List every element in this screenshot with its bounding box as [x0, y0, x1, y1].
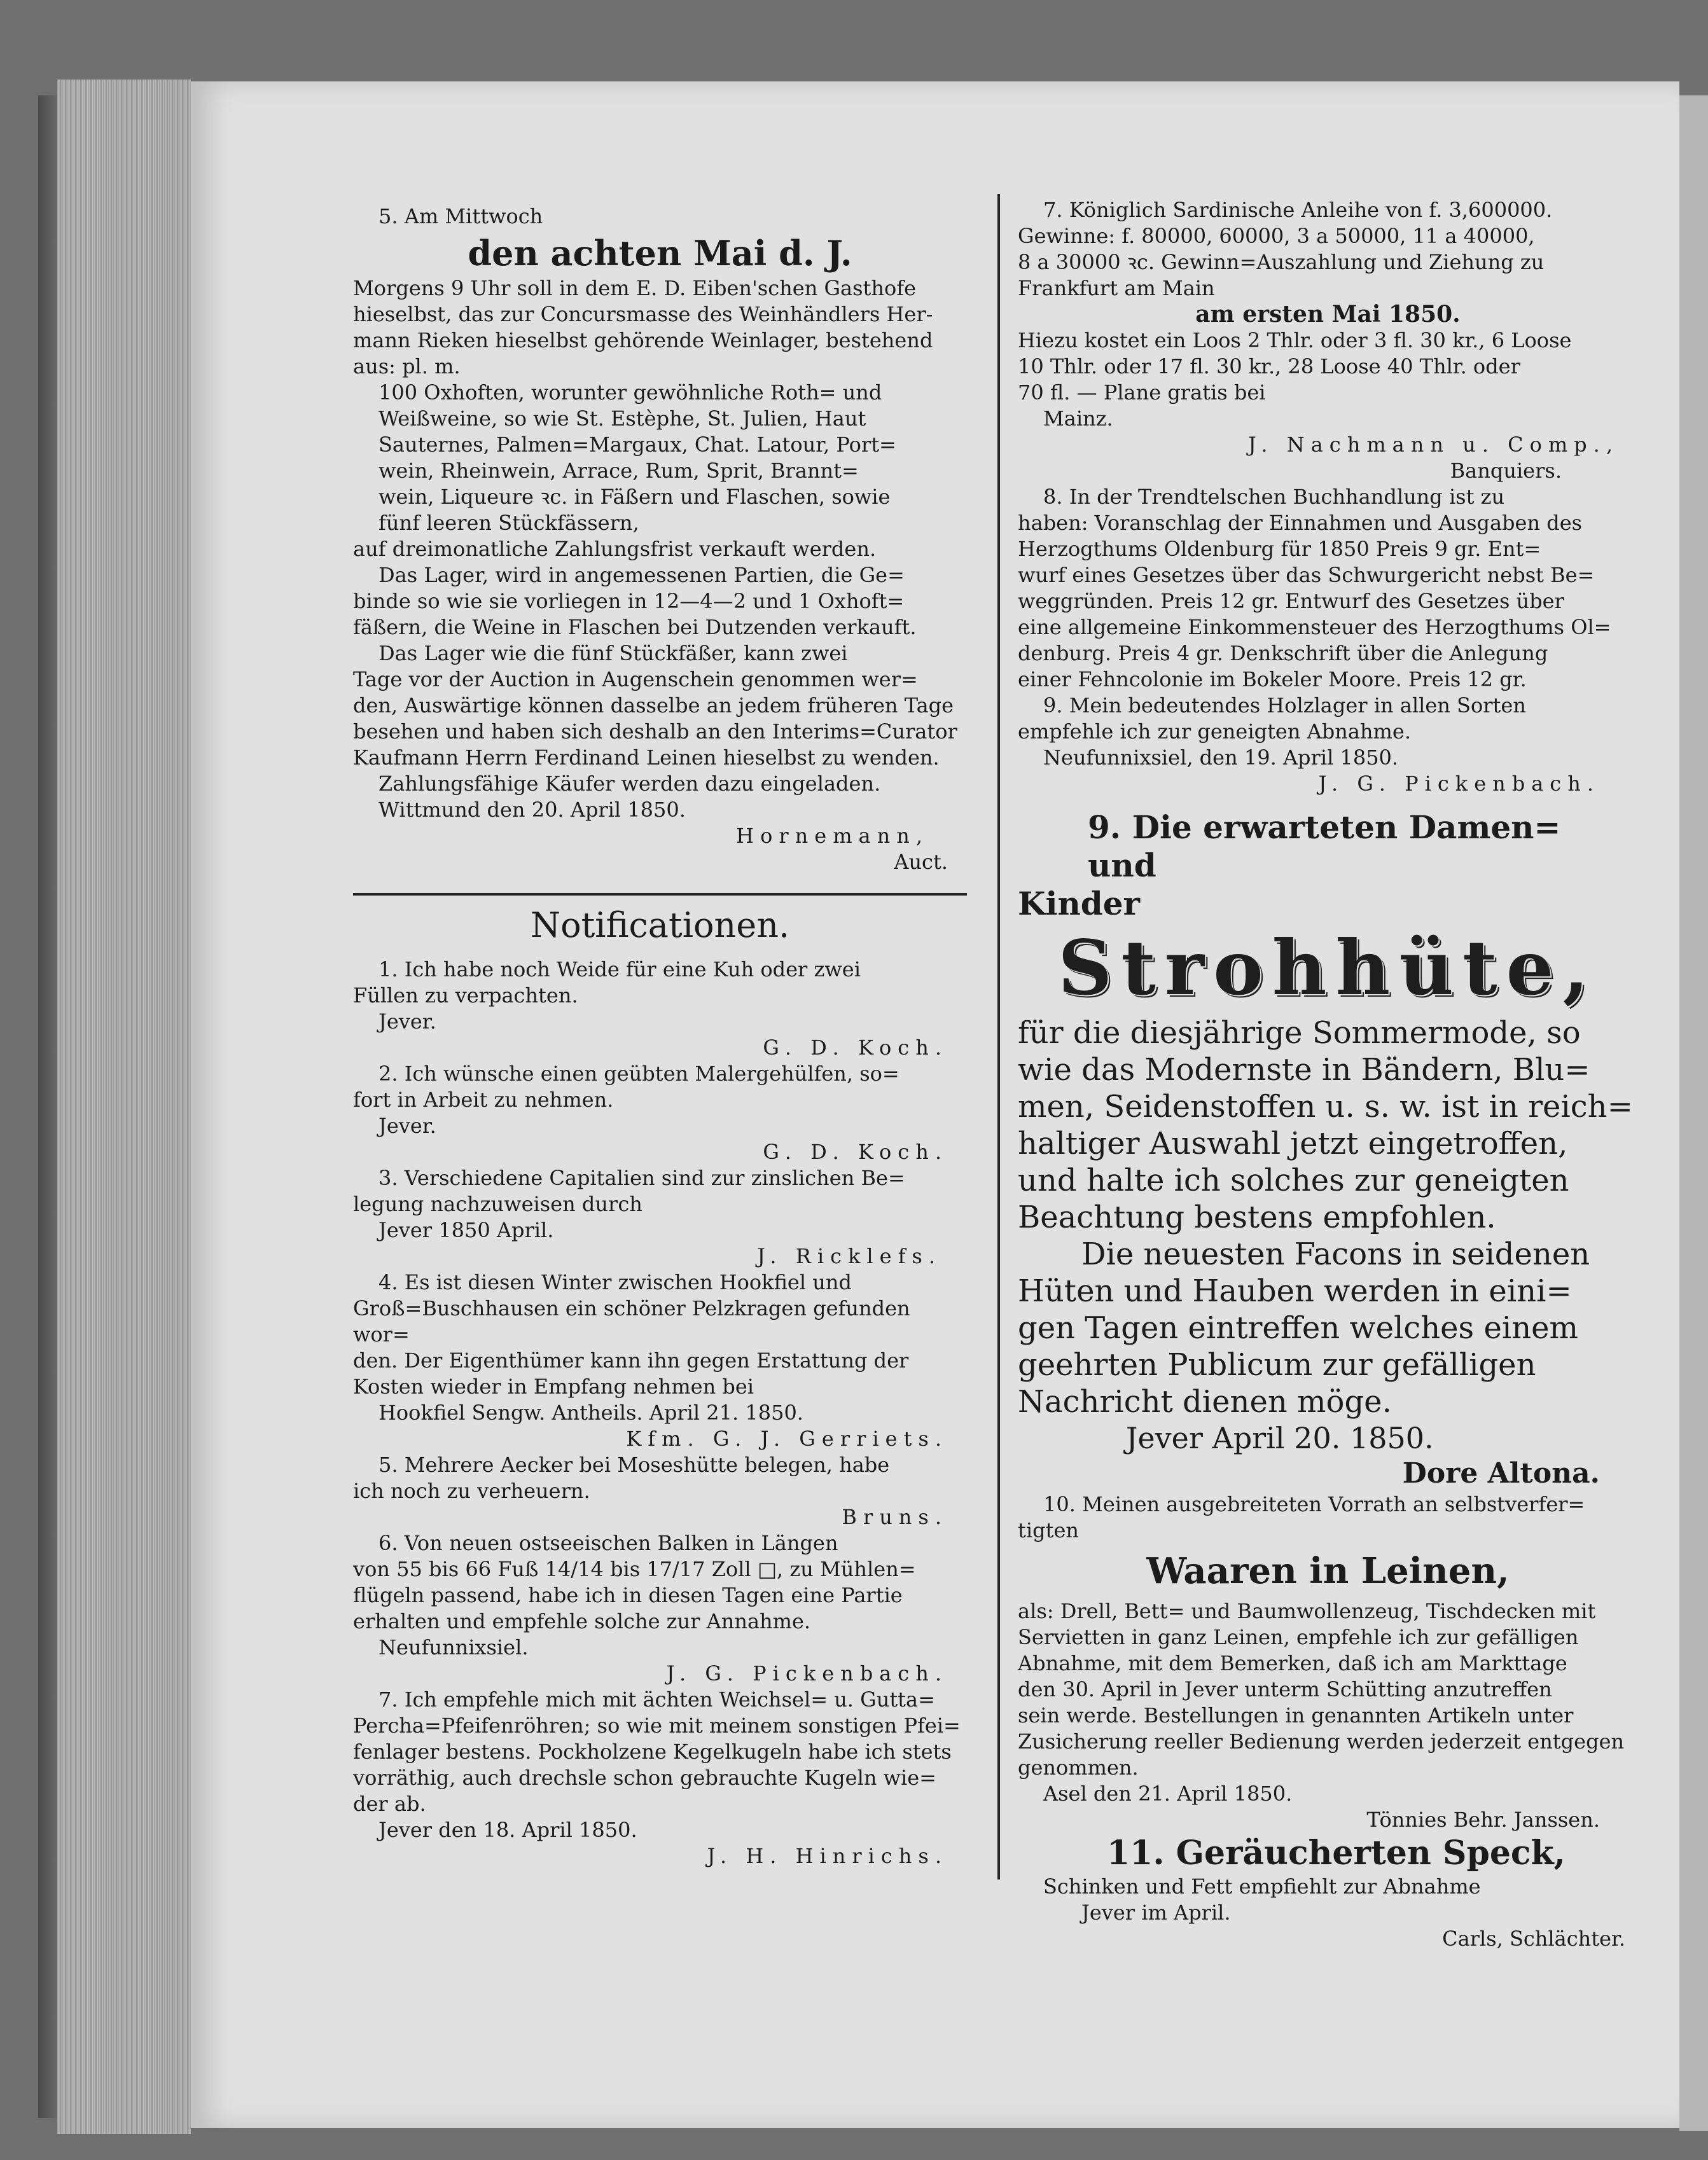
ad-place: Jever im April.	[1081, 1900, 1231, 1925]
text-line: 3. Verschiedene Capitalien sind zur zinslichen Be=	[378, 1166, 905, 1190]
notice-place: Hookfiel Sengw. Antheils. April 21. 1850.	[378, 1401, 803, 1425]
text-line: wurf eines Gesetzes über das Schwurgericht nebst Be=	[1018, 563, 1595, 587]
text-line: empfehle ich zur geneigten Abnahme.	[1018, 719, 1411, 744]
notifications-heading: Notificationen.	[530, 905, 790, 945]
text-line: wein, Rheinwein, Arrace, Rum, Sprit, Brannt=	[378, 459, 859, 483]
text-line: fort in Arbeit zu nehmen.	[353, 1088, 614, 1112]
notice-signature: Kfm. G. J. Gerriets.	[626, 1427, 948, 1451]
linen-heading: Waaren in Leinen,	[1146, 1550, 1510, 1592]
straw-hats-display-word: Strohhüte,	[1058, 924, 1598, 1012]
text-line: Abnahme, mit dem Bemerken, daß ich am Markttage	[1018, 1651, 1567, 1675]
ad-11-bacon	[1018, 1833, 1638, 1952]
text-line: Percha=Pfeifenröhren; so wie mit meinem sonstigen Pfei=	[353, 1713, 961, 1738]
text-line: der ab.	[353, 1792, 426, 1816]
ad5-signature-title: Auct.	[894, 850, 948, 874]
text-line: den. Der Eigenthümer kann ihn gegen Erstattung der	[353, 1348, 909, 1373]
text-line: Sauternes, Palmen=Margaux, Chat. Latour, Port=	[378, 433, 896, 457]
text-line: men, Seidenstoffen u. s. w. ist in reich=	[1018, 1089, 1633, 1125]
text-line: Hüten und Hauben werden in eini=	[1018, 1273, 1572, 1309]
section-rule	[353, 893, 967, 896]
notice-place: Jever den 18. April 1850.	[378, 1818, 637, 1842]
text-line: als: Drell, Bett= und Baumwollenzeug, Tischdecken mit	[1018, 1599, 1596, 1623]
straw-hats-title-2: Kinder	[1018, 885, 1140, 922]
notice-6	[353, 1530, 967, 1687]
text-line: auf dreimonatliche Zahlungsfrist verkauft werden.	[353, 537, 877, 561]
column-divider	[997, 194, 1000, 1880]
text-line: Herzogthums Oldenburg für 1850 Preis 9 gr. Ent=	[1018, 537, 1541, 561]
text-line: Kaufmann Herrn Ferdinand Leinen hieselbst zu wenden.	[353, 745, 940, 770]
notice-place: Jever.	[378, 1114, 436, 1138]
text-line: von 55 bis 66 Fuß 14/14 bis 17/17 Zoll □, zu Mühlen=	[353, 1557, 916, 1581]
straw-hats-body-1	[1018, 1014, 1638, 1236]
right-column	[1018, 108, 1638, 1952]
text-line: binde so wie sie vorliegen in 12—4—2 und 1 Oxhoft=	[353, 589, 905, 613]
lottery-date: am ersten Mai 1850.	[1195, 301, 1461, 328]
ad-signature: Tönnies Behr. Janssen.	[1366, 1808, 1600, 1832]
straw-hats-body-2	[1018, 1236, 1638, 1420]
text-line: flügeln passend, habe ich in diesen Tagen eine Partie	[353, 1583, 903, 1607]
notice-1	[353, 957, 967, 1061]
text-line: Hiezu kostet ein Loos 2 Thlr. oder 3 fl. 30 kr., 6 Loose	[1018, 328, 1572, 352]
text-line: Die neuesten Facons in seidenen	[1081, 1236, 1590, 1272]
text-line: wie das Modernste in Bändern, Blu=	[1018, 1052, 1590, 1088]
text-line: Servietten in ganz Leinen, empfehle ich zur gefälligen	[1018, 1625, 1579, 1649]
text-line: Frankfurt am Main	[1018, 276, 1215, 300]
ad-place: Asel den 21. April 1850.	[1043, 1782, 1293, 1806]
text-line: 10 Thlr. oder 17 fl. 30 kr., 28 Loose 40 Thlr. oder	[1018, 354, 1520, 378]
text-line: haben: Voranschlag der Einnahmen und Ausgaben des	[1018, 511, 1583, 535]
ad-signature: Carls, Schlächter.	[1442, 1927, 1625, 1951]
text-line: Groß=Buschhausen ein schöner Pelzkragen gefunden wor=	[353, 1296, 910, 1347]
text-line: Füllen zu verpachten.	[353, 983, 578, 1007]
ad-10-linen	[1018, 1492, 1638, 1833]
text-line: einer Fehncolonie im Bokeler Moore. Preis 12 gr.	[1018, 667, 1527, 691]
ad5-signature: Hornemann,	[736, 824, 929, 848]
notice-5	[353, 1452, 967, 1530]
text-line: Zahlungsfähige Käufer werden dazu eingeladen.	[378, 772, 881, 796]
text-line: fünf leeren Stückfässern,	[378, 511, 639, 535]
text-line: 6. Von neuen ostseeischen Balken in Längen	[378, 1531, 838, 1555]
ad-9-timber	[1018, 693, 1638, 797]
text-line: geehrten Publicum zur gefälligen	[1018, 1347, 1536, 1383]
straw-hats-place: Jever April 20. 1850.	[1126, 1421, 1434, 1455]
ad-signature: J. Nachmann u. Comp.,	[1248, 433, 1619, 457]
notice-place: Jever.	[378, 1009, 436, 1034]
ad5-heading: den achten Mai d. J.	[468, 233, 852, 273]
bacon-heading: 11. Geräucherten Speck,	[1107, 1834, 1566, 1873]
text-line: tigten	[1018, 1518, 1079, 1542]
text-line: Schinken und Fett empfiehlt zur Abnahme	[1043, 1874, 1481, 1899]
left-column	[353, 108, 967, 1869]
ad5-intro: 5. Am Mittwoch	[378, 204, 543, 228]
text-line: 5. Mehrere Aecker bei Moseshütte belegen, habe	[378, 1453, 890, 1477]
text-line: Das Lager wie die fünf Stückfäßer, kann zwei	[378, 641, 848, 665]
text-line: Kosten wieder in Empfang nehmen bei	[353, 1374, 754, 1399]
text-line: hieselbst, das zur Concursmasse des Weinhändlers Her-	[353, 302, 933, 326]
text-line: Zusicherung reeller Bedienung werden jederzeit entgegen	[1018, 1729, 1625, 1754]
text-line: genommen.	[1018, 1755, 1139, 1780]
text-line: 70 fl. — Plane gratis bei	[1018, 380, 1266, 405]
ad5-paragraph-1	[353, 275, 967, 380]
text-line: denburg. Preis 4 gr. Denkschrift über die Anlegung	[1018, 641, 1548, 665]
notice-signature: G. D. Koch.	[763, 1035, 948, 1060]
notice-signature: J. G. Pickenbach.	[666, 1661, 948, 1686]
ad-signature: J. G. Pickenbach.	[1318, 772, 1600, 796]
text-line: 7. Ich empfehle mich mit ächten Weichsel= u. Gutta=	[378, 1687, 935, 1712]
text-line: 1. Ich habe noch Weide für eine Kuh oder zwei	[378, 957, 861, 981]
notice-place: Neufunnixsiel.	[378, 1635, 529, 1659]
text-line: 4. Es ist diesen Winter zwischen Hookfiel und	[378, 1270, 852, 1294]
ad5-goods-list	[353, 380, 967, 536]
text-line: und halte ich solches zur geneigten	[1018, 1163, 1569, 1198]
notice-place: Jever 1850 April.	[378, 1218, 554, 1242]
text-line: ich noch zu verheuern.	[353, 1479, 590, 1503]
notice-signature: Bruns.	[842, 1505, 948, 1529]
text-line: mann Rieken hieselbst gehörende Weinlager, bestehend	[353, 328, 933, 352]
text-line: 9. Mein bedeutendes Holzlager in allen Sorten	[1043, 693, 1526, 717]
text-line: legung nachzuweisen durch	[353, 1192, 642, 1216]
ad-9-straw-hats	[1018, 808, 1638, 1492]
ad-place: Neufunnixsiel, den 19. April 1850.	[1043, 745, 1399, 770]
straw-hats-signature: Dore Altona.	[1402, 1457, 1600, 1490]
ad-8-bookshop	[1018, 484, 1638, 693]
notice-4	[353, 1270, 967, 1452]
text-line: den, Auswärtige können dasselbe an jedem früheren Tage	[353, 693, 954, 717]
text-line: Gewinne: f. 80000, 60000, 3 a 50000, 11 a 40000,	[1018, 224, 1535, 248]
text-line: sein werde. Bestellungen in genannten Artikeln unter	[1018, 1703, 1574, 1727]
text-line: besehen und haben sich deshalb an den Interims=Curator	[353, 719, 957, 744]
ad-7-lottery	[1018, 197, 1638, 484]
text-line: fenlager bestens. Pockholzene Kegelkugeln habe ich stets	[353, 1740, 952, 1764]
text-line: 2. Ich wünsche einen geübten Malergehülfen, so=	[378, 1062, 899, 1086]
text-line: Morgens 9 Uhr soll in dem E. D. Eiben'schen Gasthofe	[353, 276, 917, 300]
text-line: 8 a 30000 ꝛc. Gewinn=Auszahlung und Ziehung zu	[1018, 250, 1545, 274]
text-line: Das Lager, wird in angemessenen Partien, die Ge=	[378, 563, 905, 587]
notice-signature: J. H. Hinrichs.	[707, 1844, 948, 1868]
facing-page-edge	[1679, 95, 1708, 2131]
text-line: den 30. April in Jever unterm Schütting anzutreffen	[1018, 1677, 1552, 1701]
notice-signature: G. D. Koch.	[763, 1140, 948, 1164]
text-line: für die diesjährige Sommermode, so	[1018, 1015, 1581, 1051]
ad-place: Mainz.	[1043, 406, 1113, 431]
text-line: fäßern, die Weine in Flaschen bei Dutzenden verkauft.	[353, 615, 917, 639]
page-stack-edge	[57, 80, 191, 2134]
text-line: wein, Liqueure ꝛc. in Fäßern und Flaschen, sowie	[378, 485, 891, 509]
notice-7	[353, 1687, 967, 1869]
notice-2	[353, 1061, 967, 1165]
notice-3	[353, 1165, 967, 1270]
straw-hats-title: 9. Die erwarteten Damen= und	[1088, 808, 1561, 884]
text-line: erhalten und empfehle solche zur Annahme.	[353, 1609, 811, 1633]
text-line: 7. Königlich Sardinische Anleihe von f. 3,600000.	[1043, 198, 1553, 222]
ad5-paragraph-2	[353, 536, 967, 823]
text-line: 10. Meinen ausgebreiteten Vorrath an selbstverfer=	[1043, 1492, 1585, 1516]
text-line: Beachtung bestens empfohlen.	[1018, 1200, 1496, 1235]
text-line: haltiger Auswahl jetzt eingetroffen,	[1018, 1126, 1568, 1161]
text-line: vorräthig, auch drechsle schon gebrauchte Kugeln wie=	[353, 1766, 936, 1790]
text-line: 100 Oxhoften, worunter gewöhnliche Roth= und	[378, 380, 882, 405]
text-line: Weißweine, so wie St. Estèphe, St. Julien, Haut	[378, 406, 866, 431]
text-line: Wittmund den 20. April 1850.	[378, 798, 686, 822]
ad-signature-title: Banquiers.	[1450, 459, 1562, 483]
text-line: eine allgemeine Einkommensteuer des Herzogthums Ol=	[1018, 615, 1611, 639]
notice-signature: J. Ricklefs.	[757, 1244, 941, 1268]
text-line: Tage vor der Auction in Augenschein genommen wer=	[353, 667, 918, 691]
text-line: 8. In der Trendtelschen Buchhandlung ist zu	[1043, 485, 1505, 509]
text-line: gen Tagen eintreffen welches einem	[1018, 1310, 1579, 1346]
text-line: weggründen. Preis 12 gr. Entwurf des Gesetzes über	[1018, 589, 1564, 613]
text-line: aus: pl. m.	[353, 354, 461, 378]
text-line: Nachricht dienen möge.	[1018, 1384, 1392, 1420]
